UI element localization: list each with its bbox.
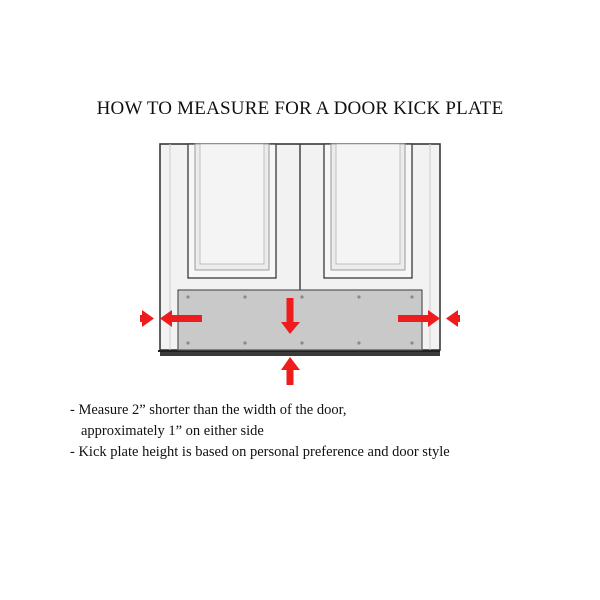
arrow-height-bottom xyxy=(281,357,300,385)
measurement-notes xyxy=(70,400,540,463)
arrow-left-outer xyxy=(140,310,154,327)
note-line-3: - Kick plate height is based on personal preference and door style xyxy=(70,444,450,460)
door-panel-left xyxy=(188,144,276,278)
threshold xyxy=(158,350,440,356)
door-diagram xyxy=(140,140,460,385)
page-title: HOW TO MEASURE FOR A DOOR KICK PLATE xyxy=(96,98,504,119)
door-panel-right xyxy=(324,144,412,278)
note-line-2: approximately 1” on either side xyxy=(81,423,264,439)
arrow-right-outer xyxy=(446,310,460,327)
note-line-1: - Measure 2” shorter than the width of the door, xyxy=(70,402,347,418)
kick-plate xyxy=(178,290,422,350)
